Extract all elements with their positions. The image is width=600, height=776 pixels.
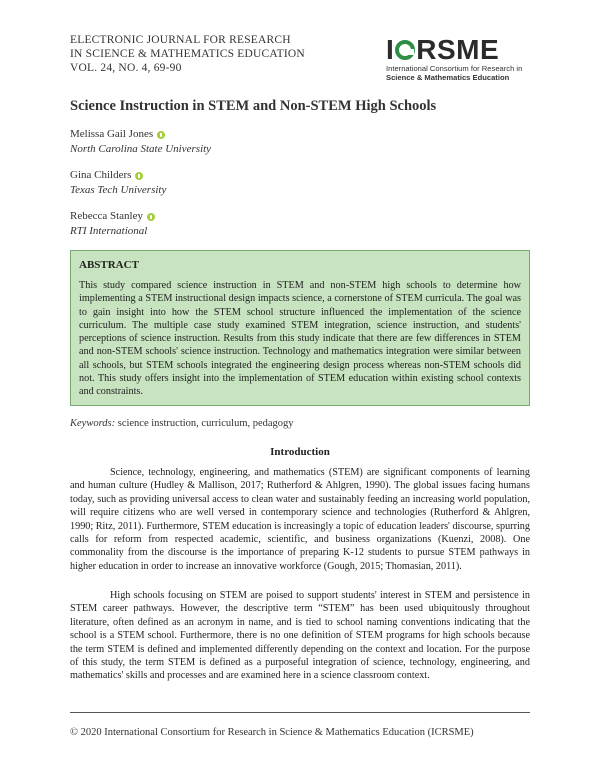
section-heading-introduction: Introduction bbox=[270, 446, 330, 458]
journal-volume: VOL. 24, NO. 4, 69-90 bbox=[70, 62, 182, 74]
abstract-text: This study compared science instruction in STEM and non-STEM high schools to determine how implementing a STEM instructional design impacts science, a cornerstone of STEM curricula. The goal was to gain insight into how the STEM school structure influenced the implementation of the science curriculum. The multiple case study examined STEM integration, science instruction, and students' perceptions of science instruction. Results from this study indicate that there are few differences in STEM and non-STEM schools' science instruction. Technology and mathematics integration were similar between all schools, but STEM schools integrated the engineering design process whereas non-STEM schools did not. This study offers insight into the implementation of STEM education within existing school contexts and constraints. bbox=[79, 280, 521, 398]
keywords-label: Keywords: bbox=[70, 418, 116, 429]
copyright-footer: © 2020 International Consortium for Research in Science & Mathematics Education (ICRSME) bbox=[70, 727, 474, 738]
journal-name-line2: IN SCIENCE & MATHEMATICS EDUCATION bbox=[70, 48, 305, 60]
author-affiliation: Texas Tech University bbox=[70, 184, 167, 196]
author-affiliation: North Carolina State University bbox=[70, 143, 212, 155]
abstract-heading: ABSTRACT bbox=[79, 259, 139, 271]
orcid-icon[interactable] bbox=[147, 213, 155, 221]
body-paragraph: Science, technology, engineering, and mathematics (STEM) are significant components of learning and human culture (Hudley & Mallison, 2017; Rutherford & Ahlgren, 1990). The global issues facing humans today, such as providing universal access to clean water and sustainably feeding an increasing world population, will require citizens who are well versed in contemporary science and technologies (Rutherford & Ahlgren, 1990; Ritz, 2011). Furthermore, STEM education is increasingly a topic of education leaders' discourse, spurring calls for reform from respected academic, scientific, and business organizations (Kuenzi, 2008). One commonality from the discourse is the importance of preparing K-12 students to pursue STEM pathways in higher education in order to increase an innovative workforce (Gough, 2015; Thomasian, 2011). bbox=[70, 467, 530, 572]
logo-letter-i: I bbox=[386, 34, 395, 65]
logo-wordmark bbox=[386, 36, 536, 64]
orcid-icon[interactable] bbox=[157, 131, 165, 139]
author-name: Melissa Gail Jones bbox=[70, 128, 154, 140]
logo-subtitle-line1: International Consortium for Research in bbox=[386, 64, 523, 73]
journal-header bbox=[70, 33, 305, 75]
logo-ring-icon bbox=[395, 40, 415, 60]
author-affiliation: RTI International bbox=[70, 225, 148, 237]
abstract-box bbox=[70, 250, 530, 406]
keywords-value: science instruction, curriculum, pedagogy bbox=[115, 418, 294, 429]
icrsme-logo bbox=[386, 36, 536, 90]
author-name: Gina Childers bbox=[70, 169, 132, 181]
orcid-icon[interactable] bbox=[135, 172, 143, 180]
logo-letters: RSME bbox=[416, 34, 500, 65]
logo-subtitle bbox=[386, 65, 536, 82]
keywords bbox=[70, 418, 294, 429]
author-block bbox=[70, 127, 211, 157]
journal-name-line1: ELECTRONIC JOURNAL FOR RESEARCH bbox=[70, 34, 291, 46]
author-block bbox=[70, 209, 155, 239]
author-block bbox=[70, 168, 166, 198]
author-name: Rebecca Stanley bbox=[70, 210, 143, 222]
body-paragraph: High schools focusing on STEM are poised to support students' interest in STEM and persistence in STEM career pathways. However, the descriptive term “STEM” has been used ubiquitously throughout literature, often defined as an acronym in name, and is tied to school naming conventions indicating that the school is a STEM school. Furthermore, there is no one definition of STEM programs for high schools because the term STEM is defined and implemented differently depending on the context and location. For the purpose of this study, the term STEM is defined as a purposeful integration of science, technology, engineering, and mathematics' skills and processes and are examined here in a science classroom context. bbox=[70, 590, 530, 682]
paper-title: Science Instruction in STEM and Non-STEM High Schools bbox=[70, 98, 437, 114]
footer-divider bbox=[70, 712, 530, 713]
logo-subtitle-line2: Science & Mathematics Education bbox=[386, 72, 510, 82]
